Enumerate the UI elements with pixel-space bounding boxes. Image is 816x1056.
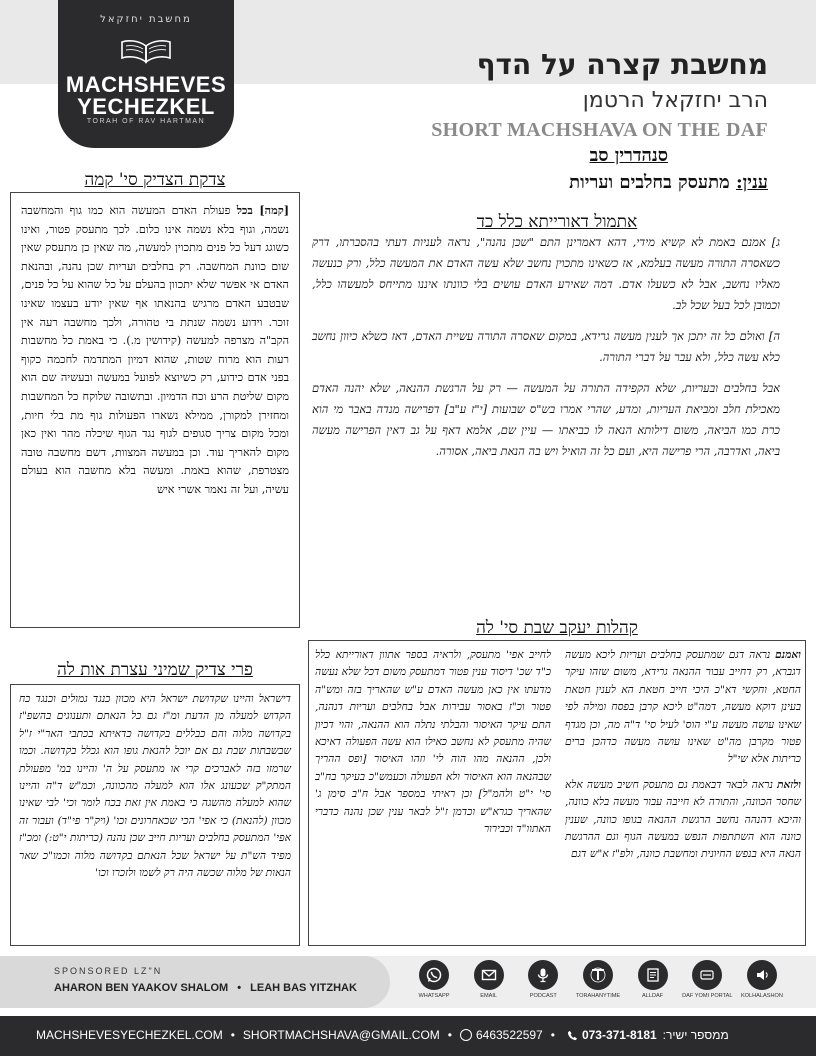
email-link[interactable]: SHORTMACHSHAVA@GMAIL.COM — [242, 1028, 440, 1042]
ethmol-deoraisa-section — [312, 232, 780, 610]
topic-label: ענין: — [736, 172, 768, 193]
kol-halashon-icon — [747, 960, 777, 990]
author-name-hebrew: הרב יחזקאל הרטמן — [582, 88, 768, 113]
icon-label: EMAIL — [480, 993, 498, 999]
torahanytime-icon — [583, 960, 613, 990]
separator: • — [447, 1028, 452, 1042]
kehilos-yaakov-box — [308, 640, 806, 946]
icon-label: ALLDAF — [642, 993, 664, 999]
email-icon — [474, 960, 504, 990]
icon-label: KOLHALASHON — [740, 993, 783, 999]
whatsapp-icon — [419, 960, 449, 990]
ethmol-paragraph-2: ה] ואולם כל זה יתכן אך לענין מעשה גרידא, במקום שאסרה התורה עשיית האדם, דאז כשלא כיוון נחשב כלא עשה כלל, ולא עבר על דברי התורה. — [312, 329, 780, 364]
sponsor-names — [54, 982, 357, 994]
pri-tzadik-text: דישראל והיינו שקדושת ישראל היא מכוון כנגד גמולים וכנגד כח הקדוש למעלה מן הדעת ומ"ז גם כל הנאתם ותענוגים בהשפ"ז בקדושה מלוה והם כבללים בקדושה כדאיתא בכתבי האר"י ז"ל שבשבתות שבת גם אם יוכל להנאת גופו הוא גכלל בקדושה. וכמו שרמזו בזה לאברכים קרי או מתעסק על ה' והיינו במ' מפעולת המתק"ק שכעונג אלו הוא למעלה מהכוונה, וכמ"ש ד"ה והיינו שהוא למעלה מהשגה כי באמת אין זאת בכח לומר וכי' לבי שאינו מכוון (להנאת) כי אפי' הכי שכאחרונים וכו' (ויק"ר פי"ד) ועבור זה אפי' המתעסק בחלבים ועריות חייב שכן נהנה (כריתות י"ט:) ומכ"ז מפיד הש"ת על ישראל שכל הנאתם בקדושה מלוה וכמו"כ שאר הנאות של מלוה שכשה היה רק לשמו ולזכרו וכו' — [19, 693, 291, 880]
paragraph-tag: ואמנם — [775, 649, 801, 661]
pri-tzadik-box — [10, 684, 300, 946]
icon-label: DAF YOMI PORTAL — [682, 993, 733, 999]
kehilos-columns — [315, 647, 801, 864]
ethmol-deoraisa-title: אתמול דאורייתא כלל כד — [476, 212, 638, 232]
contact-bar — [0, 1016, 816, 1056]
ethmol-paragraph-3: אבל בחלבים ובעריות, שלא הקפידה התורה על המעשה — רק על הרגשת ההנאה, שלא יהנה האדם מאכילת חלב ומביאת העריות, ומדע, שהרי אמרו בש"ס שבועות [י"ז ע"ב] דפרישה מנדה באבר מי הוא כרת כמו הביאה, משום דילותא הנאה לו כביאתו — עיין שם, אלמא דאף על גב דאין הפרישה מעשה ביאה, ואדרבה, הרי פרישה היא, ועם כל זה הואיל ויש בה הנאת ביאה, אסורה. — [312, 381, 780, 458]
paragraph-body: פעולת האדם המעשה הוא כמו גוף והמחשבה נשמה, וגוף בלא נשמה אינו כלום. לכך מתעסק פטור, ואינו כשוגג דעל כל פנים מתכוין למעשה, מה שאין כן מתעסק שאין שום כוונת המחשבה. רק בחלבים ועריות שכן נהנה, ובהנאת האדם אי אפשר שלא יתכוון בהעלם על כל שהוא על כל פנים, שבטבע האדם מרגיש בהנאתו אף שאין יודע בעצמו שאינו זוכר. וידוע נשמה שנתת בי טהורה, ולכך מחשבה רעה אין הקב"ה מצרפה למעשה (קידושין מ.). כי באמת כל מחשבות רעות הוא מרוח שטות, שהוא דמיון המתדמה לחכמה כקוף בפני אדם כידוע, רק כשיוצא לפועל במעשה ובעשיה שם הוא מקום שליטת הרע וכח הדמיון. ובתשובה שלוקח כל המחשבות ומחזירן למקורן, ממילא נשארו הפעולות גוף מת בלי חיות, ומכל מקום צריך סגופים לגוף נגד הגוף שיכלה מהר ואין כאן מקום להאריך עוד. וכן במעשה המצוות, דשם מחשבה טובה מצטרפת, שהוא באמת. ומעשה בלא מחשבה הוא בעולם עשיה, ועל זה נאמר אשרי איש — [21, 204, 289, 496]
tzidkas-hatzadik-text — [21, 201, 289, 500]
whatsapp-icon — [460, 1029, 472, 1041]
topic-text: מתעסק בחלבים ועריות — [569, 172, 736, 193]
podcast-icon — [528, 960, 558, 990]
sponsor-label: SPONSORED LZ"N — [54, 966, 163, 976]
separator: • — [550, 1028, 555, 1042]
open-book-icon — [120, 36, 172, 66]
whatsapp-link[interactable] — [412, 960, 456, 1008]
sponsor-name: AHARON BEN YAAKOV SHALOM — [54, 982, 229, 994]
daf-yomi-portal-icon — [692, 960, 722, 990]
platform-links — [412, 960, 784, 1008]
paragraph-body: נראה דגם שמתעסק בחלבים ועריות ליכא מעשה דגברא, רק דחייב עבור ההנאה גרידא, משום שזהו עיקר החטא, וחקשי דא"כ היכי חייב חטאת הא לענין חטאת בעינן דוקא מעשה, דמה"ט ליכא קרבן בפסח ומילה לפי שאינו עושה מעשה ע"י הוס' לעיל סי' ד"ה מה, וכן מגדף פטור מקרבן מה"ט שאינו עושה מעשה כדהכן ברים כריתות אלא שי"ל — [565, 649, 801, 766]
pri-tzadik-title: פרי צדיק שמיני עצרת אות לה — [57, 660, 253, 680]
kehilos-column-right — [565, 647, 801, 864]
kehilos-column-left: לחייב אפי' מתעסק, ולראיה בספר אתוון דאורייתא כלל כ"ד שכ' דיסוד ענין פטור דמתעסק משום דכל שלא נעשה מדעתו אין כאן מעשה האדם ע"ש שהאריך בזה ומש"ה פטור וכ"ז באסור עבירות אבל בחלבים ועריות דנהנה, התם עיקר האיסור והבלתי נתלה הוא ההנאה, והוי דכיון שהיה מתעסק לא נחשב כאילו הוא עשה הפעולה דאיכא ולכן, ההנאה מהו הוה לי' וזהו האיסור [ופס ההריך שבהנאה הוא האיסור ולא הפעולה וכעמש"כ בעיקר בח"ב סי' י"ט ולהמ"ל] וכן ראיתי במספר אבל ח"ב סימן ג' שהאריך כגרא"ש וכדמן ז"ל לבאר ענין שכן נהנה כדברי האתוו"ד וכבירור — [315, 649, 551, 836]
logo-hebrew-text: מחשבת יחזקאל — [100, 14, 192, 25]
alldaf-link[interactable] — [631, 960, 675, 1008]
logo-tagline: TORAH OF RAV HARTMAN — [86, 118, 206, 125]
contact-line — [36, 1028, 796, 1042]
logo — [58, 0, 234, 148]
logo-title-line1: MACHSHEVES — [65, 72, 227, 97]
website-link[interactable]: MACHSHEVESYECHEZKEL.COM — [36, 1028, 223, 1042]
phone-icon — [567, 1030, 578, 1041]
topic-line — [569, 172, 768, 193]
paragraph-tag: ולזאת — [777, 778, 801, 791]
icon-label: PODCAST — [529, 993, 557, 999]
separator: • — [230, 1028, 235, 1042]
torahanytime-link[interactable] — [576, 960, 620, 1008]
icon-label: WHATSAPP — [418, 993, 450, 999]
podcast-link[interactable] — [521, 960, 565, 1008]
tzidkas-hatzadik-box — [10, 192, 300, 628]
kehilos-yaakov-title: קהלות יעקב שבת סי' לה — [476, 618, 638, 638]
ethmol-paragraph-1: ג] אמנם באמת לא קשיא מידי, דהא דאמרינן התם "שכן נהנה", נראה לעניות דעתי בהסברתו, דרק כשאסרה התורה מעשה בעלמא, אז כשאינו מתכוין נחשב שלא עשה האדם את המעשה כלל, ורק כנעשה מאליו נחשב, אבל לא כשעלו אדם. דמה שאירע האדם עושים בלי כוונתו איננו מתייחס למעשהו כלל, וכמובן לכל בעל שכל לב. — [312, 235, 780, 312]
daf-yomi-portal-link[interactable] — [682, 960, 733, 1008]
sponsor-name: LEAH BAS YITZHAK — [250, 982, 357, 994]
daf-reference: סנהדרין סב — [589, 145, 668, 166]
kol-halashon-link[interactable] — [740, 960, 784, 1008]
logo-title-line2: YECHEZKEL — [77, 94, 215, 119]
paragraph-tag: [קמה] בכל — [236, 203, 289, 217]
phone-number[interactable]: 073-371-8181 — [581, 1028, 657, 1042]
paragraph-body: נראה לבאר דבאמת גם מתעסק חשיב מעשה אלא שחסר הכוונה, והתורה לא חייבה עבור מעשה בלא כוונה, והיכא דהנהה נחשב הרגשת ההנאה בגופו כוונה, שענין כוונה הוא השתתפות הנפש במעשה הגוף וגם ההרגשת הנאה היא בנפש החיונית ומחשבת כוונה, ולפ"ז א"ש דגם — [565, 778, 801, 861]
page-title-english: SHORT MACHSHAVA ON THE DAF — [431, 119, 768, 141]
email-link[interactable] — [467, 960, 511, 1008]
sponsor-bullet: • — [237, 982, 242, 994]
alldaf-icon — [638, 960, 668, 990]
whatsapp-number[interactable]: 6463522597 — [475, 1028, 543, 1042]
phone-label-hebrew: ממספר ישיר: — [662, 1028, 729, 1042]
page-title-hebrew: מחשבת קצרה על הדף — [476, 48, 768, 81]
icon-label: TORAHANYTIME — [575, 993, 621, 999]
tzidkas-hatzadik-title: צדקת הצדיק סי' קמה — [84, 170, 226, 190]
